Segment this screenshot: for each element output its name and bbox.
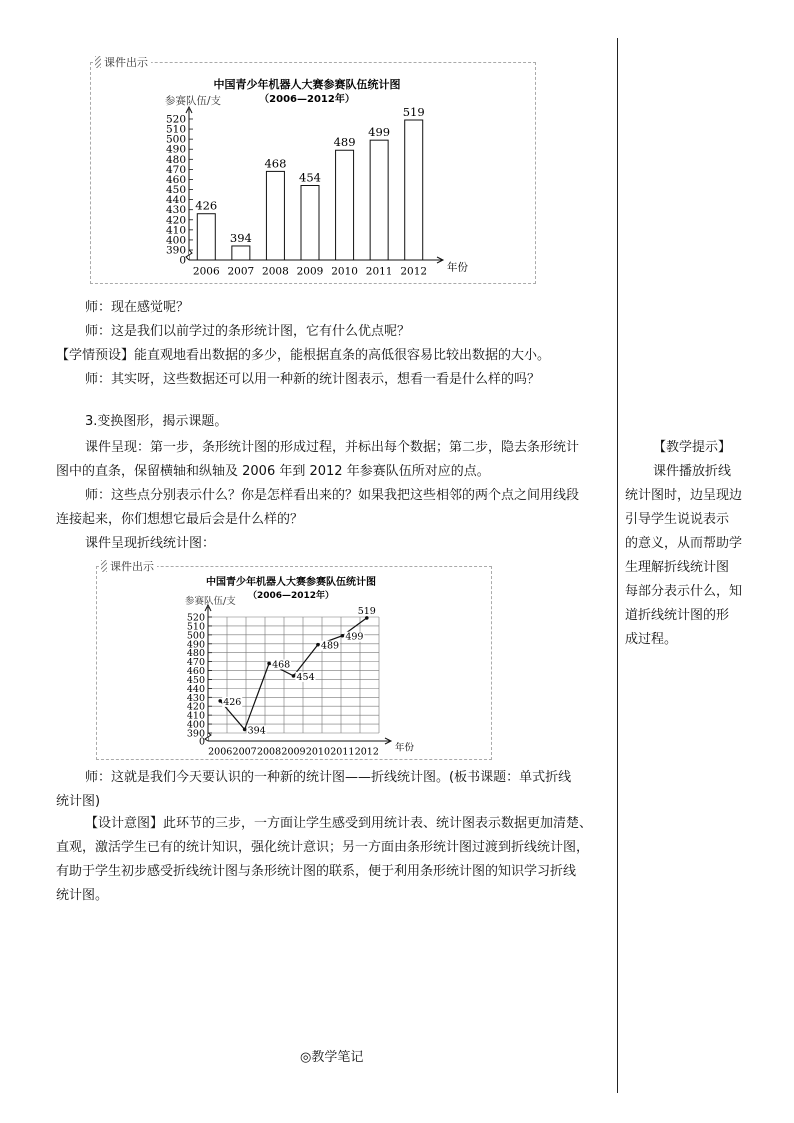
teaching-tip-title: 【教学提示】: [653, 440, 732, 455]
bar: [336, 150, 354, 260]
data-label: 454: [299, 170, 321, 185]
x-axis-label: 年份: [447, 261, 468, 274]
para-9b: 统计图): [56, 794, 101, 809]
data-label: 426: [195, 198, 218, 213]
data-label: 499: [368, 125, 391, 140]
design-intent-a: 【设计意图】此环节的三步，一方面让学生感受到用统计表、统计图表示数据更加清楚、: [85, 816, 593, 831]
y-tick-label: 510: [186, 621, 205, 633]
bar-chart-figure: [90, 56, 536, 284]
data-point: [267, 662, 271, 666]
x-tick-label: 2009: [281, 746, 306, 758]
data-point: [292, 674, 296, 678]
y-tick-label: 480: [186, 648, 205, 660]
y-tick-label: 420: [165, 214, 186, 227]
tip-line: 统计图时，边呈现边: [625, 488, 743, 503]
design-intent-b: 直观，激活学生已有的统计知识，强化统计意识；另一方面由条形统计图过渡到折线统计图，: [56, 840, 590, 855]
data-point: [341, 634, 345, 638]
y-tick-label: 460: [165, 173, 186, 186]
x-tick-label: 2006: [208, 746, 233, 758]
bar: [370, 140, 388, 260]
para-8: 课件呈现折线统计图：: [85, 536, 216, 551]
para-3: 【学情预设】能直观地看出数据的多少，能根据直条的高低很容易比较出数据的大小。: [56, 348, 551, 363]
data-label: 519: [402, 105, 425, 120]
column-divider: [617, 38, 618, 1093]
tip-line: 引导学生说说表示: [625, 512, 730, 527]
data-label: 468: [272, 659, 291, 671]
para-9a: 师：这就是我们今天要认识的一种新的统计图——折线统计图。(板书课题：单式折线: [85, 770, 572, 785]
y-tick-label: 480: [165, 153, 186, 166]
data-label: 489: [320, 640, 340, 652]
tip-line: 课件播放折线: [653, 464, 732, 479]
chart-subtitle: （2006—2012年）: [259, 94, 355, 105]
x-tick-label: 2008: [256, 746, 282, 758]
data-point: [218, 699, 222, 703]
y-tick-label: 0: [198, 736, 205, 748]
x-axis-label: 年份: [395, 742, 415, 754]
tip-line: 生理解折线统计图: [625, 560, 730, 575]
data-label: 519: [357, 605, 376, 617]
para-4: 师：其实呀，这些数据还可以用一种新的统计图表示，想看一看是什么样的吗？: [85, 372, 541, 387]
para-1: 师：现在感觉呢？: [85, 300, 190, 315]
chart-title: 中国青少年机器人大赛参赛队伍统计图: [213, 78, 401, 91]
teaching-tip: [625, 436, 750, 652]
bar: [266, 171, 284, 260]
y-tick-label: 400: [165, 234, 186, 247]
bar: [197, 214, 215, 260]
design-intent-d: 统计图。: [56, 888, 109, 903]
para-6a: 课件呈现：第一步，条形统计图的形成过程，并标出每个数据；第二步，隐去条形统计: [85, 440, 580, 455]
x-tick-label: 2011: [330, 746, 355, 758]
bar: [232, 246, 250, 260]
para-6b: 图中的直条，保留横轴和纵轴及 2006 年到 2012 年参赛队伍所对应的点。: [56, 464, 490, 479]
y-tick-label: 410: [186, 710, 205, 722]
y-tick-label: 420: [186, 701, 205, 713]
y-tick-label: 470: [165, 163, 186, 176]
y-axis-label: 参赛队伍/支: [185, 596, 236, 607]
x-tick-label: 2006: [192, 265, 220, 278]
chart-title: 中国青少年机器人大赛参赛队伍统计图: [206, 577, 376, 588]
figure-tag: 课件出示: [101, 54, 151, 70]
footer-notes: ◎教学笔记: [300, 1050, 364, 1065]
data-label: 426: [223, 696, 242, 708]
x-tick-label: 2012: [400, 265, 428, 278]
axis-break: [186, 250, 192, 260]
data-label: 499: [345, 631, 364, 643]
figure-tag: 课件出示: [107, 558, 157, 574]
data-point: [243, 728, 247, 732]
chart-subtitle: （2006—2012年）: [247, 591, 335, 601]
bar-chart: [91, 63, 535, 283]
x-tick-label: 2012: [354, 746, 379, 758]
y-tick-label: 500: [186, 630, 205, 642]
y-tick-label: 470: [186, 657, 205, 669]
y-tick-label: 430: [165, 204, 186, 217]
data-label: 468: [264, 156, 287, 171]
y-tick-label: 410: [165, 224, 186, 237]
tip-line: 的意义，从而帮助学: [625, 536, 743, 551]
y-tick-label: 0: [179, 254, 186, 267]
y-tick-label: 400: [186, 719, 205, 731]
y-tick-label: 390: [186, 728, 205, 740]
tip-line: 道折线统计图的形: [625, 608, 730, 623]
data-label: 454: [296, 671, 315, 683]
y-tick-label: 520: [165, 113, 186, 126]
bar: [405, 120, 423, 260]
bar: [301, 186, 319, 260]
y-tick-label: 520: [186, 612, 205, 624]
x-tick-label: 2011: [365, 265, 393, 278]
y-tick-label: 440: [165, 194, 186, 207]
axis-break: [205, 733, 211, 741]
y-tick-label: 460: [186, 666, 205, 678]
data-label: 394: [229, 230, 252, 245]
x-tick-label: 2007: [227, 265, 255, 278]
line-chart-figure: [96, 560, 492, 760]
y-tick-label: 450: [165, 184, 186, 197]
y-axis-label: 参赛队伍/支: [165, 95, 222, 107]
x-tick-label: 2009: [296, 265, 324, 278]
data-label: 489: [333, 135, 356, 150]
y-tick-label: 500: [165, 133, 186, 146]
y-tick-label: 490: [165, 143, 186, 156]
data-point: [316, 643, 320, 647]
tip-line: 每部分表示什么，知: [625, 584, 743, 599]
para-2: 师：这是我们以前学过的条形统计图，它有什么优点呢？: [85, 324, 411, 339]
x-tick-label: 2007: [232, 746, 257, 758]
y-tick-label: 490: [186, 639, 205, 651]
y-tick-label: 430: [186, 692, 205, 704]
y-tick-label: 450: [186, 674, 205, 686]
data-label: 394: [247, 725, 266, 737]
line-chart: [97, 567, 491, 759]
para-7b: 连接起来，你们想想它最后会是什么样的？: [56, 512, 304, 527]
y-tick-label: 440: [186, 683, 205, 695]
y-tick-label: 510: [165, 123, 186, 136]
x-tick-label: 2008: [262, 265, 289, 278]
section-heading: 3.变换图形，揭示课题。: [85, 414, 228, 429]
y-tick-label: 390: [165, 244, 186, 257]
design-intent-c: 有助于学生初步感受折线统计图与条形统计图的联系，便于利用条形统计图的知识学习折线: [56, 864, 577, 879]
x-tick-label: 2010: [331, 265, 358, 278]
para-7a: 师：这些点分别表示什么？你是怎样看出来的？如果我把这些相邻的两个点之间用线段: [85, 488, 580, 503]
tip-line: 成过程。: [625, 632, 678, 647]
x-tick-label: 2010: [305, 746, 331, 758]
